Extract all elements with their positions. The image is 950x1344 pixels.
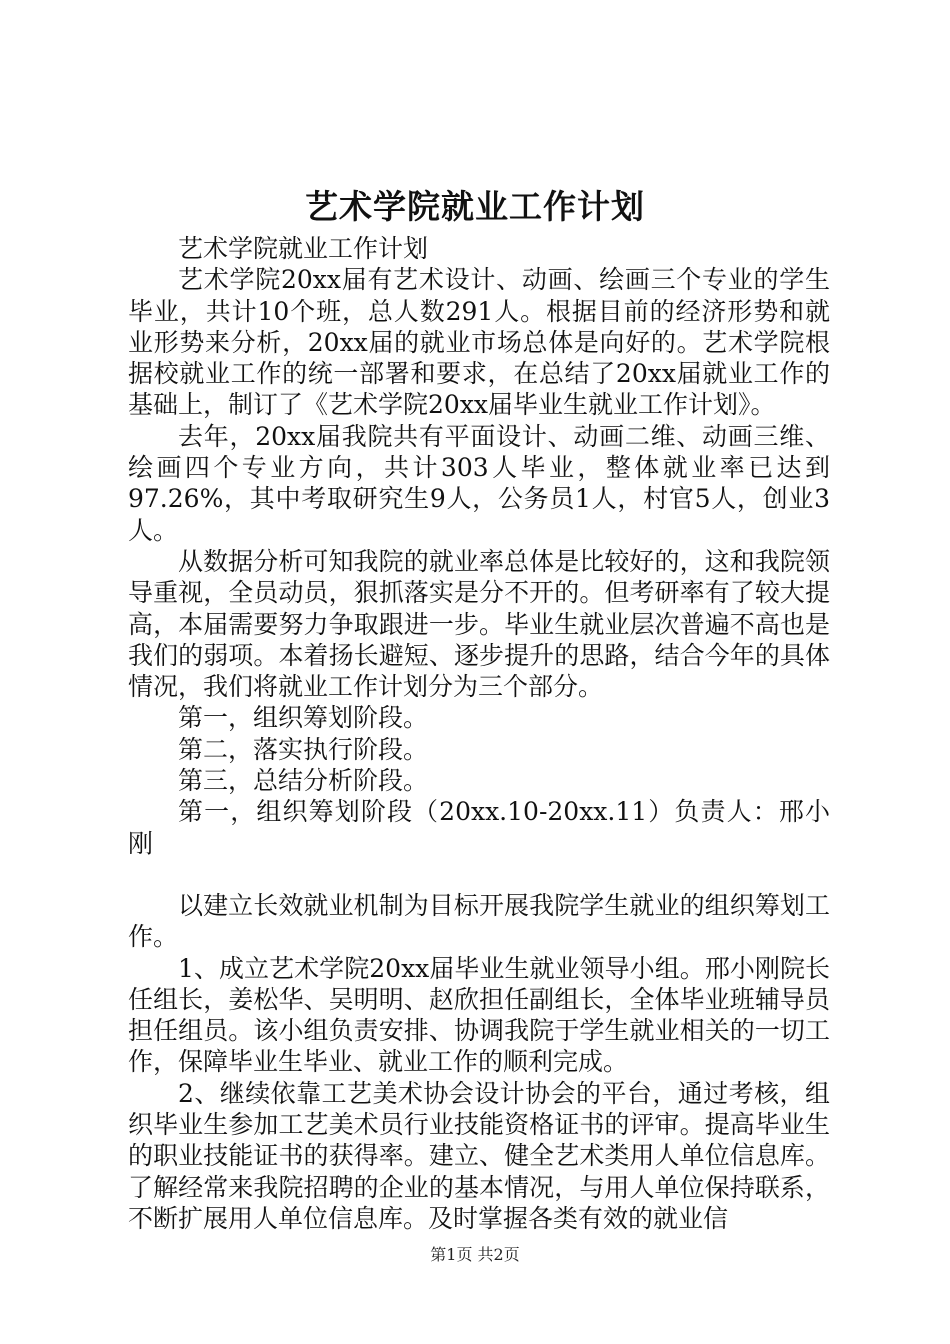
paragraph-phase-three: 第三，总结分析阶段。 [178, 766, 429, 796]
page-number-footer: 第1页 共2页 [430, 1245, 520, 1264]
paragraph-phase-two: 第二，落实执行阶段。 [178, 734, 429, 764]
document-title: 艺术学院就业工作计划 [305, 187, 645, 226]
paragraph-phase-one-heading: 第一，组织筹划阶段（20xx.10-20xx.11）负责人：邢小刚 [128, 797, 830, 858]
paragraph-goal: 以建立长效就业机制为目标开展我院学生就业的组织筹划工作。 [128, 890, 830, 952]
document-body [128, 233, 830, 1234]
paragraph-item-1: 1、成立艺术学院20xx届毕业生就业领导小组。邢小刚院长任组长，姜松华、吴明明、赵欣担任副组长，全体毕业班辅导员担任组员。该小组负责安排、协调我院于学生就业相关的一切工作，保障毕业生毕业、就业工作的顺利完成。 [128, 953, 830, 1077]
paragraph-intro: 艺术学院20xx届有艺术设计、动画、绘画三个专业的学生毕业，共计10个班，总人数291人。根据目前的经济形势和就业形势来分析，20xx届的就业市场总体是向好的。艺术学院根据校就业工作的统一部署和要求，在总结了20xx届就业工作的基础上，制订了《艺术学院20xx届毕业生就业工作计划》。 [128, 265, 830, 420]
paragraph-analysis: 从数据分析可知我院的就业率总体是比较好的，这和我院领导重视，全员动员，狠抓落实是分不开的。但考研率有了较大提高，本届需要努力争取跟进一步。毕业生就业层次普遍不高也是我们的弱项。本着扬长避短、逐步提升的思路，结合今年的具体情况，我们将就业工作计划分为三个部分。 [128, 546, 830, 702]
paragraph-subtitle: 艺术学院就业工作计划 [178, 234, 429, 263]
paragraph-last-year: 去年，20xx届我院共有平面设计、动画二维、动画三维、绘画四个专业方向，共计303人毕业，整体就业率已达到97.26%，其中考取研究生9人，公务员1人，村官5人，创业3人。 [128, 421, 830, 545]
paragraph-item-2: 2、继续依靠工艺美术协会设计协会的平台，通过考核，组织毕业生参加工艺美术员行业技能资格证书的评审。提高毕业生的职业技能证书的获得率。建立、健全艺术类用人单位信息库。了解经常来我院招聘的企业的基本情况，与用人单位保持联系，不断扩展用人单位信息库。及时掌握各类有效的就业信 [128, 1078, 830, 1233]
paragraph-phase-one: 第一，组织筹划阶段。 [178, 703, 429, 733]
